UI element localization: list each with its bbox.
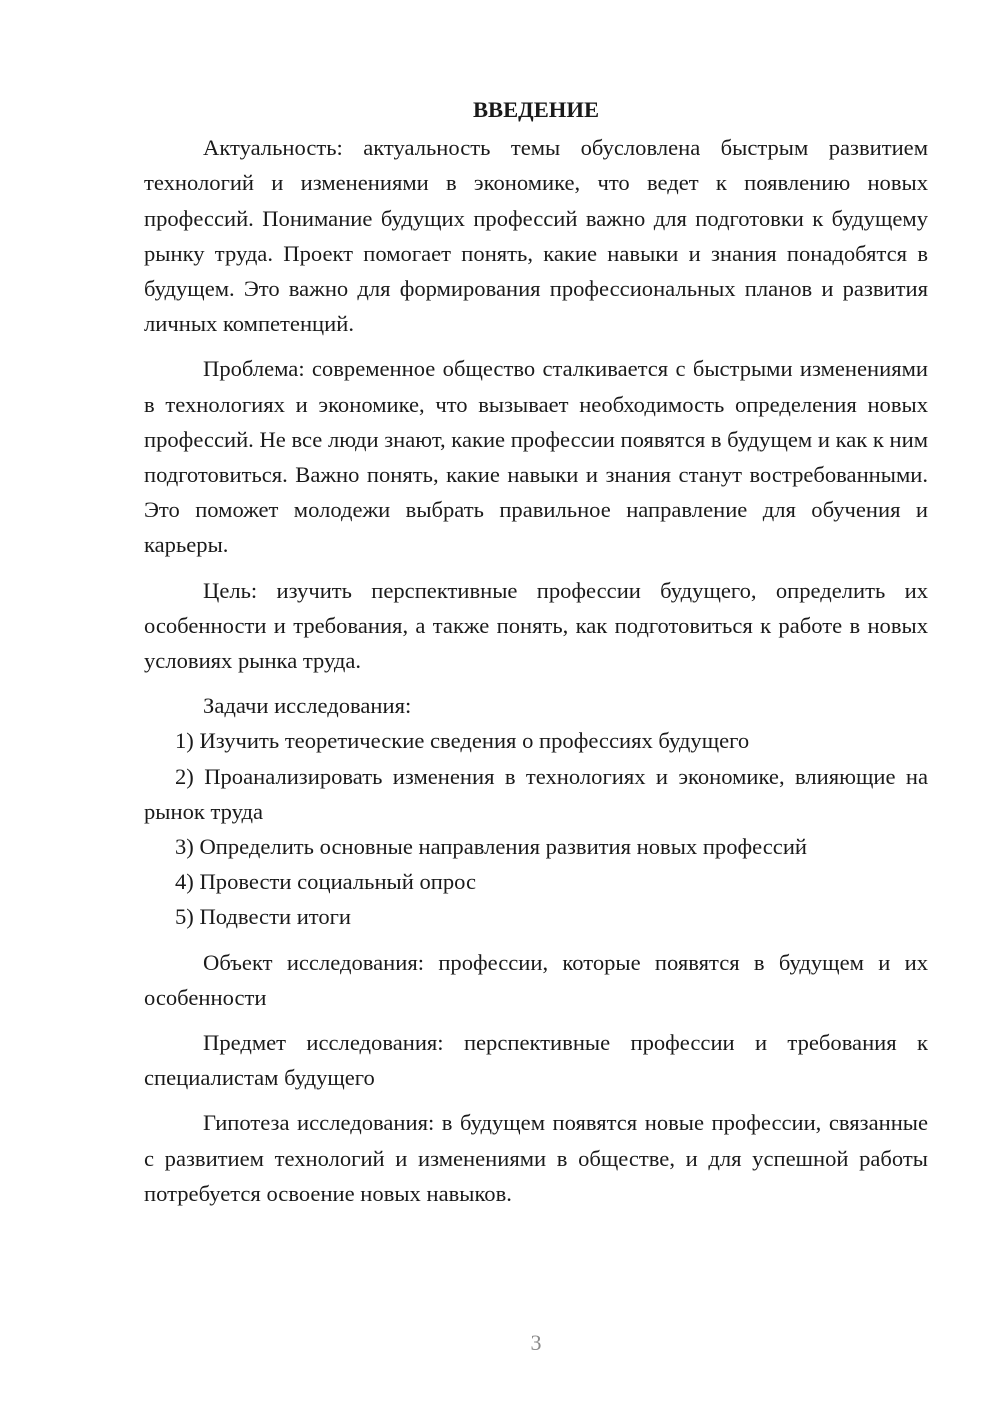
paragraph-object: Объект исследования: профессии, которые появятся в будущем и их особенности bbox=[144, 949, 928, 1010]
tasks-heading: Задачи исследования: bbox=[203, 693, 412, 719]
list-item: 4) Провести социальный опрос bbox=[175, 869, 477, 895]
paragraph-hypothesis: Гипотеза исследования: в будущем появятся новые профессии, связанные с развитием технологий и изменениями в обществе, и для успешной работы потребуется освоение новых навыков. bbox=[144, 1110, 928, 1206]
paragraph-relevance: Актуальность: актуальность темы обусловлена быстрым развитием технологий и изменениями в экономике, что ведет к появлению новых профессий. Понимание будущих профессий важно для подготовки к будущему рынку труда. Проект помогает понять, какие навыки и знания понадобятся в будущем. Это важно для формирования профессиональных планов и развития личных компетенций. bbox=[144, 135, 928, 337]
page-content bbox=[144, 92, 928, 1211]
list-item: 5) Подвести итоги bbox=[175, 904, 352, 930]
list-item: 1) Изучить теоретические сведения о профессиях будущего bbox=[175, 728, 750, 754]
paragraph-problem: Проблема: современное общество сталкивается с быстрыми изменениями в технологиях и экономике, что вызывает необходимость определения новых профессий. Не все люди знают, какие профессии появятся в будущем и как к ним подготовиться. Важно понять, какие навыки и знания станут востребованными. Это поможет молодежи выбрать правильное направление для обучения и карьеры. bbox=[144, 356, 928, 558]
paragraph-subject: Предмет исследования: перспективные профессии и требования к специалистам будущего bbox=[144, 1030, 928, 1091]
page-title: ВВЕДЕНИЕ bbox=[472, 97, 600, 122]
page-number: 3 bbox=[530, 1330, 542, 1355]
list-item: 2) Проанализировать изменения в технологиях и экономике, влияющие на рынок труда bbox=[144, 763, 928, 824]
list-item: 3) Определить основные направления развития новых профессий bbox=[175, 834, 807, 860]
tasks-list bbox=[144, 723, 928, 934]
paragraph-goal: Цель: изучить перспективные профессии будущего, определить их особенности и требования, а также понять, как подготовиться к работе в новых условиях рынка труда. bbox=[144, 577, 928, 674]
